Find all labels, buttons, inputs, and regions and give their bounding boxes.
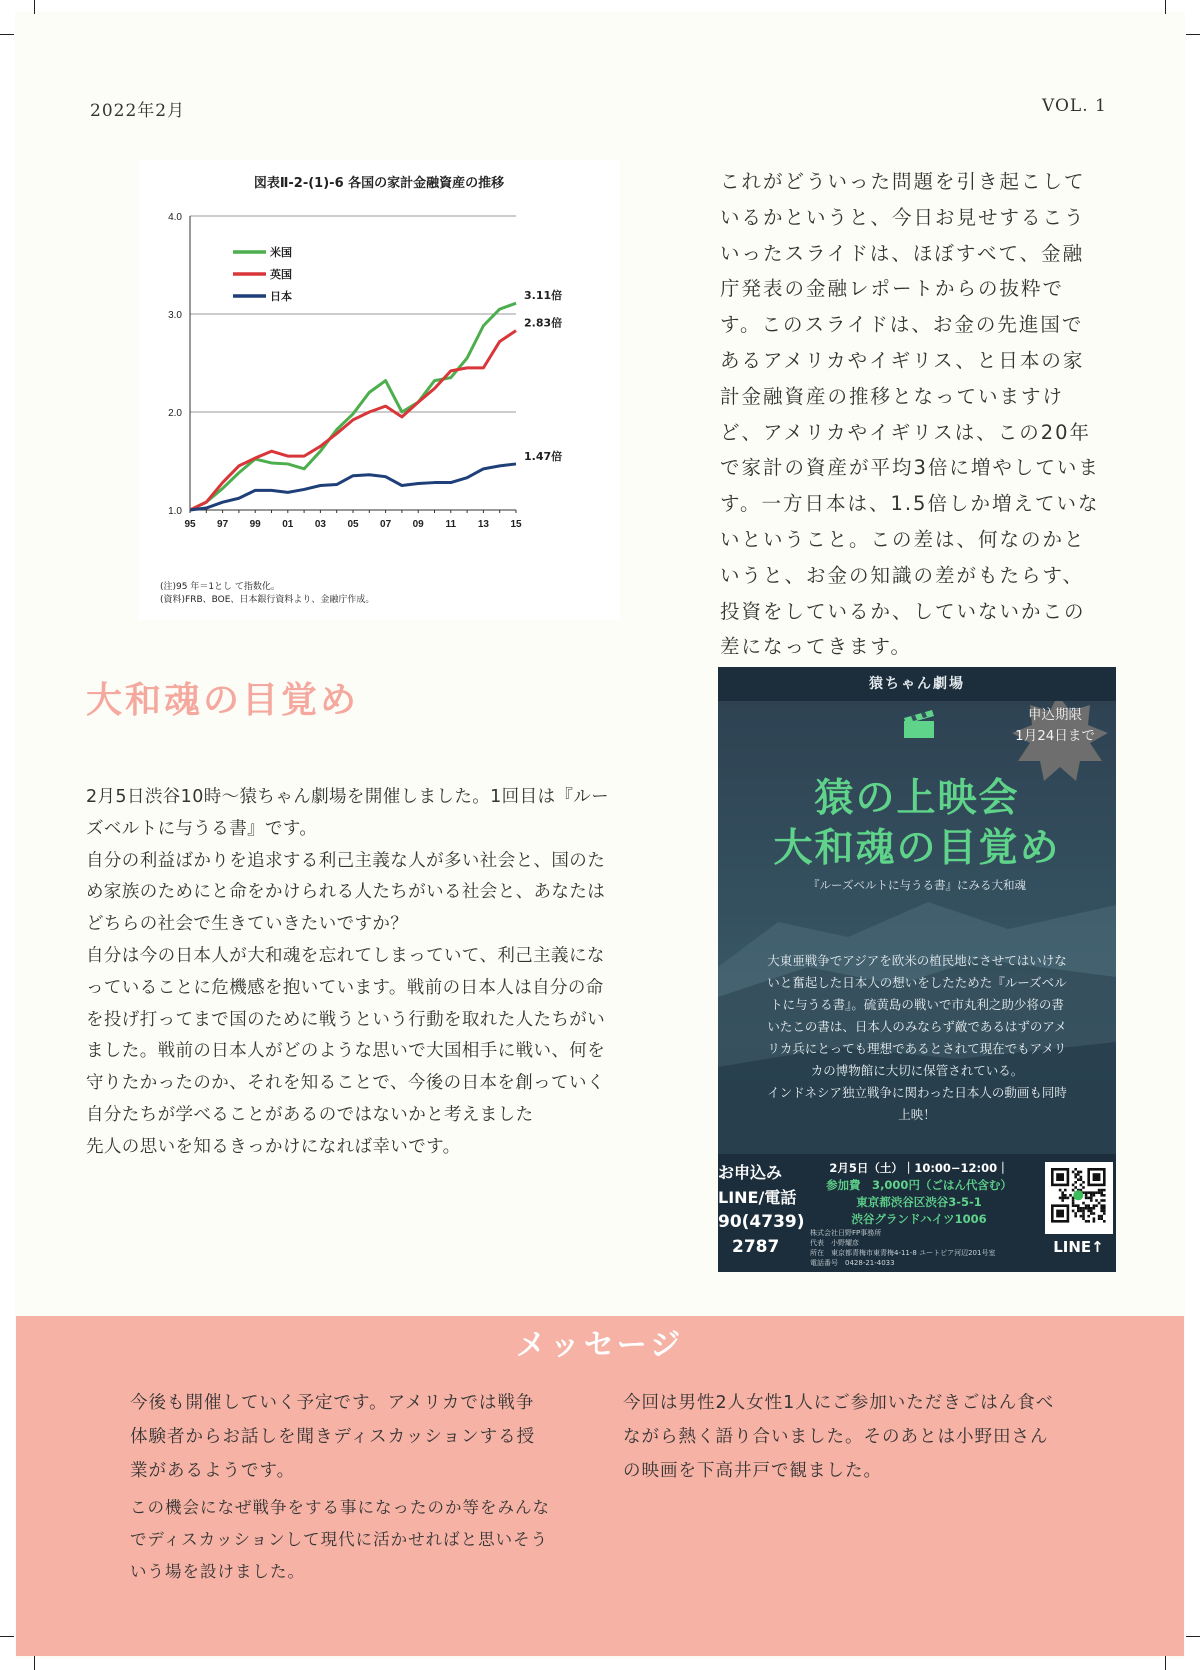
qr-module xyxy=(1093,1207,1096,1210)
qr-module xyxy=(1087,1191,1090,1194)
qr-module xyxy=(1059,1197,1062,1200)
x-tick-label: 11 xyxy=(445,519,457,530)
apply-info xyxy=(718,1160,806,1260)
qr-module xyxy=(1074,1168,1077,1171)
series-end-label: 2.83倍 xyxy=(524,316,563,330)
y-tick-label: 2.0 xyxy=(168,408,182,419)
qr-module xyxy=(1098,1189,1101,1192)
qr-module xyxy=(1095,1191,1098,1194)
qr-module xyxy=(1087,1220,1090,1223)
qr-module xyxy=(1082,1215,1085,1218)
qr-module xyxy=(1074,1212,1077,1215)
left-article xyxy=(86,782,676,1164)
x-tick-label: 03 xyxy=(314,519,326,530)
crop-mark xyxy=(34,0,35,14)
qr-module xyxy=(1077,1207,1080,1210)
qr-module xyxy=(1074,1204,1077,1207)
left-paragraph: 自分の利益ばかりを追求する利己主義な人が多い社会と、国のた め家族のためにと命をかけられる人たちがいる社会と、あなたは どちらの社会で生きていきたいですか？ xyxy=(86,850,606,935)
qr-module xyxy=(1090,1197,1093,1200)
qr-module xyxy=(1085,1204,1088,1207)
x-tick-label: 99 xyxy=(249,519,261,530)
qr-module xyxy=(1072,1184,1075,1187)
poster-subtitle: 『ルーズベルトに与うる書』にみる大和魂 xyxy=(808,878,1026,892)
volume-label: VOL. 1 xyxy=(1042,96,1107,116)
issue-date: 2022年2月 xyxy=(90,101,186,121)
qr-module xyxy=(1087,1207,1090,1210)
series-end-label: 1.47倍 xyxy=(524,449,563,463)
qr-module xyxy=(1072,1189,1075,1192)
qr-module xyxy=(1074,1186,1077,1189)
qr-module xyxy=(1069,1194,1072,1197)
legend-label: 米国 xyxy=(270,246,292,259)
qr-module xyxy=(1064,1194,1067,1197)
poster-title-line1: 猿の上映会 xyxy=(814,776,1020,821)
qr-module xyxy=(1080,1176,1083,1179)
x-tick-label: 95 xyxy=(184,519,196,530)
organizer-rep: 代表 小野耀彦 xyxy=(810,1239,859,1247)
deadline-text xyxy=(996,701,1114,747)
qr-module xyxy=(1093,1191,1096,1194)
event-details xyxy=(808,1160,1030,1228)
qr-module xyxy=(1100,1210,1103,1213)
crop-mark xyxy=(1186,1636,1200,1637)
qr-module xyxy=(1072,1199,1075,1202)
series-end-label: 3.11倍 xyxy=(524,289,563,303)
qr-module xyxy=(1098,1215,1101,1218)
deadline-line2: 1月24日まで xyxy=(1015,728,1095,744)
x-tick-label: 07 xyxy=(380,519,392,530)
qr-module xyxy=(1082,1217,1085,1220)
apply-method: LINE/電話 xyxy=(718,1188,797,1207)
qr-module xyxy=(1082,1186,1085,1189)
crop-mark xyxy=(0,34,14,35)
qr-module xyxy=(1087,1204,1090,1207)
chart-note: (注)95 年＝1とし て指数化。 xyxy=(160,582,280,592)
qr-module xyxy=(1074,1215,1077,1218)
qr-module xyxy=(1098,1202,1101,1205)
x-tick-label: 05 xyxy=(347,519,359,530)
qr-module xyxy=(1074,1176,1077,1179)
qr-module xyxy=(1090,1199,1093,1202)
qr-module xyxy=(1087,1197,1090,1200)
poster-header xyxy=(718,667,1116,701)
poster-header-text: 猿ちゃん劇場 xyxy=(869,676,965,692)
y-tick-label: 3.0 xyxy=(168,310,182,321)
qr-module xyxy=(1061,1194,1064,1197)
qr-module xyxy=(1085,1220,1088,1223)
line-logo-icon xyxy=(1073,1190,1083,1200)
crop-mark xyxy=(34,1656,35,1670)
qr-module xyxy=(1103,1199,1106,1202)
qr-module xyxy=(1100,1215,1103,1218)
qr-module xyxy=(1103,1220,1106,1223)
qr-module xyxy=(1064,1189,1067,1192)
qr-module xyxy=(1103,1189,1106,1192)
x-tick-label: 01 xyxy=(282,519,294,530)
left-paragraph: 先人の思いを知るきっかけになれば幸いです。 xyxy=(86,1136,461,1157)
qr-module xyxy=(1093,1217,1096,1220)
qr-module xyxy=(1077,1178,1080,1181)
qr-module xyxy=(1056,1210,1064,1218)
qr-module xyxy=(1103,1210,1106,1213)
crop-mark xyxy=(1186,34,1200,35)
qr-module xyxy=(1072,1202,1075,1205)
clapperboard-icon xyxy=(902,709,936,739)
left-paragraph: 自分は今の日本人が大和魂を忘れてしまっていて、利己主義にな っていることに危機感を抱いています。戦前の日本人は自分の命 を投げ打ってまで国のために戦うという行動を取れた人たちがい ました。戦前の日本人がどのような思いで大国相手に戦い、何を 守りたかったのか、それを知ることで、今後の日本を創っていく 自分たちが学べることがあるのではないかと考えました xyxy=(86,945,606,1125)
asset-chart xyxy=(138,160,620,620)
qr-module xyxy=(1080,1215,1083,1218)
qr-module xyxy=(1103,1212,1106,1215)
x-tick-label: 09 xyxy=(412,519,424,530)
qr-module xyxy=(1061,1191,1064,1194)
qr-module xyxy=(1090,1194,1093,1197)
qr-module xyxy=(1077,1171,1080,1174)
qr-module xyxy=(1098,1191,1101,1194)
event-address: 東京都渋谷区渋谷3-5-1 xyxy=(856,1195,982,1209)
qr-module xyxy=(1085,1194,1088,1197)
chart-title: 図表Ⅱ-2-(1)-6 各国の家計金融資産の推移 xyxy=(253,176,505,191)
legend-label: 日本 xyxy=(270,290,292,303)
qr-module xyxy=(1087,1215,1090,1218)
section-title: 大和魂の目覚め xyxy=(86,680,360,721)
organizer-info xyxy=(810,1228,1035,1268)
qr-module xyxy=(1059,1189,1062,1192)
y-tick-label: 1.0 xyxy=(168,506,182,517)
qr-pattern xyxy=(1045,1162,1113,1234)
qr-module xyxy=(1090,1212,1093,1215)
poster-description: 大東亜戦争でアジアを欧米の植民地にさせてはいけな いと奮起した日本人の想いをしたためた『ルーズベル トに与うる書』。硫黄島の戦いで市丸利之助少将の書 いたこの書は、日本人のみならず敵であるはずのアメ リカ兵にとっても理想であるとされて現在でもアメリ カの博物館に大切に保管されている。 インドネシア独立戦争に関わった日本人の動画も同時 上映！ xyxy=(767,953,1067,1122)
qr-module xyxy=(1093,1173,1101,1181)
deadline-line1: 申込期限 xyxy=(1028,707,1082,723)
x-tick-label: 97 xyxy=(217,519,229,530)
qr-module xyxy=(1093,1194,1096,1197)
crop-mark xyxy=(0,1636,14,1637)
qr-module xyxy=(1103,1204,1106,1207)
line-label: LINE↑ xyxy=(1053,1238,1104,1256)
crop-mark xyxy=(1165,1656,1166,1670)
qr-module xyxy=(1072,1210,1075,1213)
x-tick-label: 13 xyxy=(477,519,489,530)
poster-footer xyxy=(718,1154,1116,1272)
apply-label: お申込み xyxy=(718,1163,783,1182)
qr-module xyxy=(1064,1197,1067,1200)
qr-module xyxy=(1085,1197,1088,1200)
qr-module xyxy=(1082,1207,1085,1210)
qr-module xyxy=(1100,1191,1103,1194)
crop-mark xyxy=(1165,0,1166,14)
qr-module xyxy=(1090,1191,1093,1194)
left-paragraph: 2月5日渋谷10時～猿ちゃん劇場を開催しました。1回目は『ルー ズベルトに与うる書』です。 xyxy=(86,787,610,839)
qr-module xyxy=(1082,1202,1085,1205)
qr-module xyxy=(1095,1204,1098,1207)
qr-module xyxy=(1085,1191,1088,1194)
event-fee: 参加費 3,000円（ごはん代含む） xyxy=(826,1178,1012,1192)
organizer-company: 株式会社日野FP事務所 xyxy=(810,1229,882,1237)
qr-module xyxy=(1061,1199,1064,1202)
message-right: 今回は男性2人女性1人にご参加いただきごはん食べ ながら熱く語り合いました。そのあとは小野田さん の映画を下高井戸で観ました。 xyxy=(623,1393,1055,1481)
qr-module xyxy=(1090,1207,1093,1210)
qr-module xyxy=(1100,1199,1103,1202)
legend-label: 英国 xyxy=(270,268,292,281)
phone-line1: 90(4739) xyxy=(718,1212,805,1232)
message-left-paragraph: 今後も開催していく予定です。アメリカでは戦争 体験者からお話しを聞きディスカッションする授 業があるようです。 xyxy=(130,1393,536,1481)
qr-module xyxy=(1095,1199,1098,1202)
qr-module xyxy=(1087,1210,1090,1213)
qr-module xyxy=(1082,1181,1085,1184)
qr-module xyxy=(1080,1178,1083,1181)
chart-source: (資料)FRB、BOE、日本銀行資料より、金融庁作成。 xyxy=(160,595,375,605)
message-left-paragraph: この機会になぜ戦争をする事になったのか等をみんな でディスカッションして現代に活かせればと思いそう いう場を設けました。 xyxy=(130,1498,550,1581)
qr-module xyxy=(1074,1181,1077,1184)
qr-module xyxy=(1082,1210,1085,1213)
line-qr-code[interactable] xyxy=(1045,1162,1113,1234)
qr-module xyxy=(1077,1210,1080,1213)
qr-module xyxy=(1082,1212,1085,1215)
qr-module xyxy=(1067,1197,1070,1200)
x-tick-label: 15 xyxy=(510,519,522,530)
qr-module xyxy=(1085,1207,1088,1210)
event-poster xyxy=(718,667,1116,1272)
y-tick-label: 4.0 xyxy=(168,212,182,223)
phone-line2: 2787 xyxy=(732,1237,780,1257)
qr-module xyxy=(1080,1171,1083,1174)
qr-module xyxy=(1103,1207,1106,1210)
qr-module xyxy=(1072,1171,1075,1174)
right-article xyxy=(720,164,1112,665)
qr-module xyxy=(1074,1173,1077,1176)
qr-module xyxy=(1080,1207,1083,1210)
qr-module xyxy=(1077,1173,1080,1176)
chart-plot xyxy=(138,160,620,600)
qr-module xyxy=(1093,1220,1096,1223)
qr-module xyxy=(1093,1204,1096,1207)
qr-module xyxy=(1077,1204,1080,1207)
message-left xyxy=(130,1386,600,1588)
qr-module xyxy=(1098,1217,1101,1220)
qr-module xyxy=(1093,1212,1096,1215)
qr-module xyxy=(1100,1204,1103,1207)
qr-module xyxy=(1100,1217,1103,1220)
right-article-text: これがどういった問題を引き起こして いるかというと、今日お見せするこう いったスライドは、ほぼすべて、金融 庁発表の金融レポートからの抜粋で す。このスライドは、お金の先進国で あるアメリカやイギリス、と日本の家 計金融資産の推移となっていますけ ど、アメリカやイギリスは、この20年 で家計の資産が平均3倍に増やしていま す。一方日本は、1.5倍しか増えていな いということ。この差は、何なのかと いうと、お金の知識の差がもたらす、 投資をしているか、していないかこの 差になってきます。 xyxy=(720,170,1100,659)
event-datetime: 2月5日（土）｜10:00−12:00｜ xyxy=(829,1161,1009,1175)
qr-module xyxy=(1100,1207,1103,1210)
organizer-address: 所在 東京都青梅市東青梅4-11-8 ユートピア河辺201号室 xyxy=(810,1249,996,1257)
organizer-phone: 電話番号 0428-21-4033 xyxy=(810,1259,895,1267)
qr-module xyxy=(1100,1189,1103,1192)
qr-module xyxy=(1103,1194,1106,1197)
qr-module xyxy=(1056,1173,1064,1181)
message-title: メッセージ xyxy=(515,1328,685,1363)
qr-module xyxy=(1090,1210,1093,1213)
qr-module xyxy=(1072,1204,1075,1207)
qr-module xyxy=(1100,1194,1103,1197)
qr-module xyxy=(1080,1210,1083,1213)
qr-module xyxy=(1080,1184,1083,1187)
poster-title-line2: 大和魂の目覚め xyxy=(773,826,1061,871)
qr-module xyxy=(1061,1197,1064,1200)
event-building: 渋谷グランドハイツ1006 xyxy=(851,1212,987,1226)
